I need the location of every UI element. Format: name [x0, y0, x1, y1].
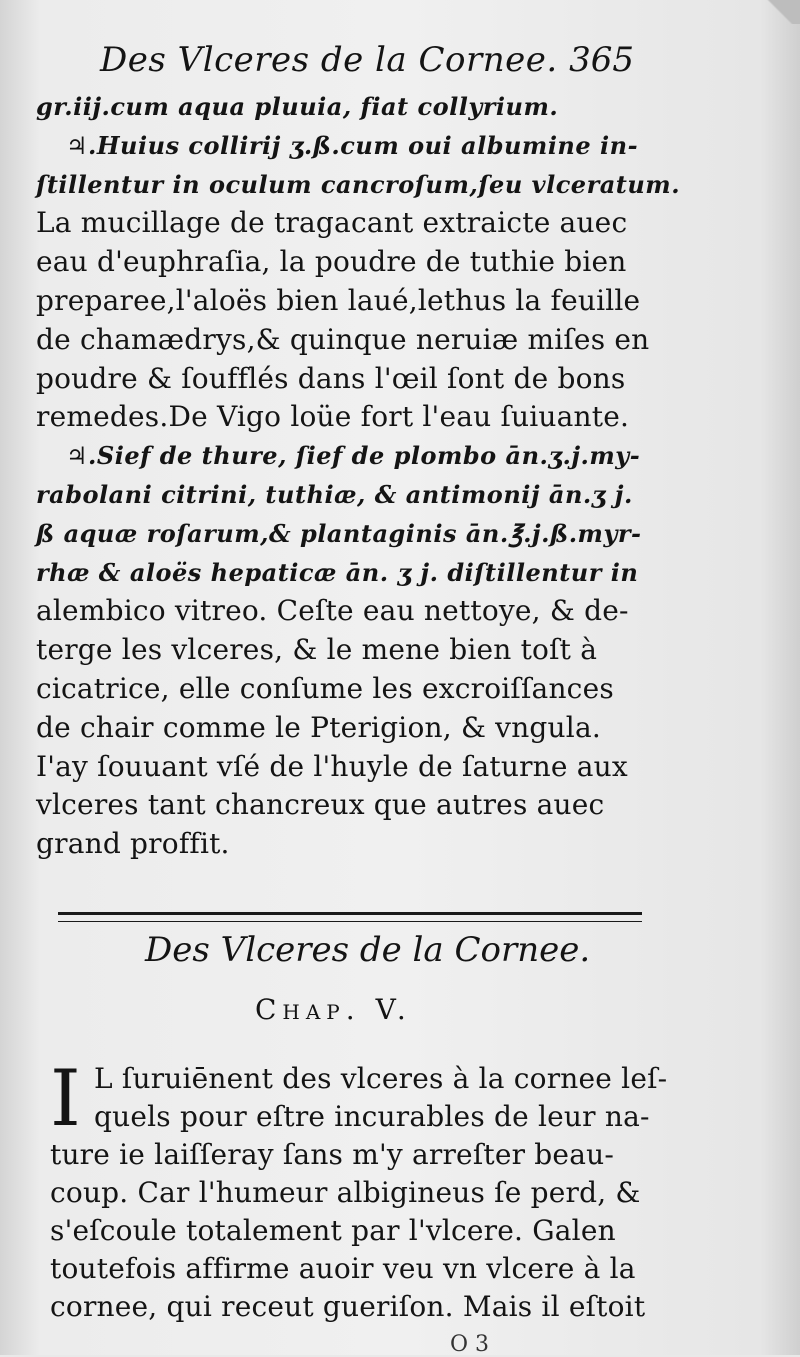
body-lines: [50, 1136, 650, 1326]
text-line: remedes.De Vigo loüe fort l'eau ſuiuante.: [36, 400, 630, 434]
text-block-upper: [36, 88, 681, 864]
text-line: L ſuruiēnent des vlceres à la cornee leſ-: [94, 1062, 668, 1095]
text-line: grand proffit.: [36, 827, 230, 861]
text-line: rabolani citrini, tuthiæ, & antimonij ān.ʒ j.: [36, 479, 633, 509]
text-line: ſtillentur in oculum cancroſum,ſeu vlceratum.: [36, 169, 681, 199]
chapter-body: [50, 1054, 668, 1326]
text-line: alembico vitreo. Ceſte eau nettoye, & de-: [36, 594, 629, 628]
text-line: ture ie laiſſeray ſans m'y arreſter beau-: [50, 1138, 614, 1171]
drop-capital: I: [50, 1054, 81, 1144]
text-line: eau d'euphraſia, la poudre de tuthie bien: [36, 245, 627, 279]
chapter-number: Chap. V.: [255, 993, 412, 1026]
text-line: terge les vlceres, & le mene bien toſt à: [36, 633, 598, 667]
text-line: gr.iij.cum aqua pluuia, fiat collyrium.: [36, 92, 559, 121]
drop-cap-lines: [50, 1054, 668, 1144]
text-line: ♃.Huius collirij ʒ.ß.cum oui albumine in-: [66, 130, 639, 160]
running-title: Des Vlceres de la Cornee.: [100, 40, 558, 80]
text-line: s'eſcoule totalement par l'vlcere. Galen: [50, 1214, 616, 1247]
text-line: ß aquæ roſarum,& plantaginis ān.℥.j.ß.myr-: [36, 518, 642, 548]
text-line: quels pour eſtre incurables de leur na-: [94, 1100, 650, 1133]
text-line: poudre & ſoufflés dans l'œil ſont de bons: [36, 361, 626, 395]
text-line: cornee, qui receut gueriſon. Mais il eſtoit: [50, 1290, 646, 1323]
text-line: rhæ & aloës hepaticæ ān. ʒ j. diſtillentur in: [36, 557, 639, 587]
text-line: cicatrice, elle conſume les excroiſſances: [36, 671, 614, 705]
text-line: coup. Car l'humeur albigineus ſe perd, &: [50, 1176, 641, 1209]
text-line: preparee,l'aloës bien laué,lethus la feuille: [36, 283, 641, 317]
text-line: de chair comme le Pterigion, & vngula.: [36, 710, 601, 744]
text-line: de chamædrys,& quinque neruiæ miſes en: [36, 322, 650, 356]
text-line: I'ay ſouuant vſé de l'huyle de ſaturne aux: [36, 749, 628, 783]
page-corner-fold: [760, 0, 800, 24]
chapter-title: Des Vlceres de la Cornee.: [145, 930, 591, 970]
section-rule: [58, 912, 642, 922]
running-head: [100, 40, 640, 84]
page-number: 365: [569, 40, 634, 80]
text-line: La mucillage de tragacant extraicte auec: [36, 206, 628, 240]
text-line: toutefois affirme auoir veu vn vlcere à la: [50, 1252, 636, 1285]
text-line: vlceres tant chancreux que autres auec: [36, 788, 605, 822]
text-line: ♃.Sief de thure, ſief de plombo ān.ʒ.j.my-: [66, 441, 641, 471]
signature-mark: O 3: [450, 1332, 490, 1357]
